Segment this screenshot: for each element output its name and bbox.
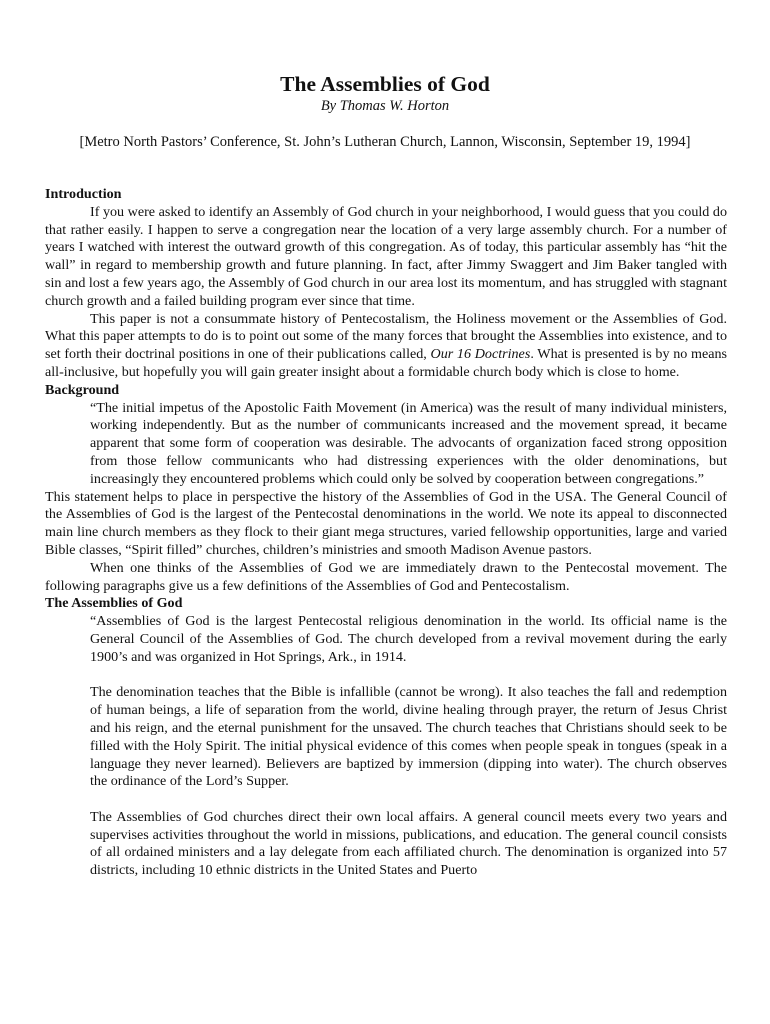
- conference-line: [Metro North Pastors’ Conference, St. John’s Lutheran Church, Lannon, Wisconsin, September 19, 1994]: [79, 134, 691, 150]
- document-body: [45, 186, 727, 880]
- document-title: The Assemblies of God: [280, 72, 490, 96]
- intro-paragraph-1: If you were asked to identify an Assembly of God church in your neighborhood, I would guess that you could do that rather easily. I happen to serve a congregation near the location of a very large assembly church. For a number of years I watched with interest the outward growth of this congregation. As of today, this particular assembly has “hit the wall” in regard to membership growth and future planning. In fact, after Jimmy Swaggert and Jim Baker tangled with sin and lost a few years ago, the Assembly of God church in our area lost its momentum, and has struggled with stagnant church growth and a failed building program ever since that time.: [45, 203, 727, 309]
- paragraph-gap: [45, 791, 727, 809]
- intro-paragraph-2: [45, 311, 727, 382]
- paragraph-gap: [45, 667, 727, 685]
- background-paragraph-1: This statement helps to place in perspective the history of the Assemblies of God in the USA. The General Council of the Assemblies of God is the largest of the Pentecostal denominations in the world. We note its appeal to disconnected main line church members as they flock to their giant mega structures, varied fellowship opportunities, large and varied Bible classes, “Spirit filled” churches, children’s ministries and smooth Madison Avenue pastors.: [45, 488, 727, 558]
- author-byline: By Thomas W. Horton: [320, 98, 450, 114]
- aog-quote-3: The Assemblies of God churches direct their own local affairs. A general council meets every two years and supervises activities throughout the world in missions, publications, and education. The general council consists of all ordained ministers and a lay delegate from each affiliated church. The denomination is organized into 57 districts, including 10 ethnic districts in the United States and Puerto: [90, 808, 727, 879]
- heading-introduction: Introduction: [45, 186, 122, 202]
- aog-quote-1: “Assemblies of God is the largest Pentecostal religious denomination in the world. Its official name is the General Council of the Assemblies of God. The church developed from a revival movement during the early 1900’s and was organized in Hot Springs, Ark., in 1914.: [90, 613, 727, 665]
- intro-p2-text-a: This paper is not a consummate history of Pentecostalism, the Holiness movement or the Assemblies of God. What this paper attempts to do is to point out some of the many forces that brought the Assemblies into existence, and to set forth their doctrinal positions in one of their publications called,: [45, 310, 727, 363]
- background-quote: “The initial impetus of the Apostolic Faith Movement (in America) was the result of many individual ministers, working independently. But as the number of communicants increased and the movement spread, it became apparent that some form of cooperation was desirable. The advocants of organization faced strong opposition from those fellow communicants who had distressing experiences with the older denominations, but increasingly they encountered problems which could only be solved by cooperation between congregations.”: [90, 399, 727, 487]
- doctrines-title: Our 16 Doctrines: [430, 346, 531, 363]
- intro-p2-text-b: . What is presented is by no means all-inclusive, but hopefully you will gain greater insight about a formidable church body which is close to home.: [45, 346, 727, 380]
- background-paragraph-2: When one thinks of the Assemblies of God we are immediately drawn to the Pentecostal movement. The following paragraphs give us a few definitions of the Assemblies of God and Pentecostalism.: [45, 559, 727, 594]
- aog-quote-2: The denomination teaches that the Bible is infallible (cannot be wrong). It also teaches the fall and redemption of human beings, a life of separation from the world, divine healing through prayer, the return of Jesus Christ and his reign, and the eternal punishment for the unsaved. The church teaches that Christians should seek to be filled with the Holy Spirit. The initial physical evidence of this comes when people speak in tongues (speak in a language they never learned). Believers are baptized by immersion (dipping into water). The church observes the ordinance of the Lord’s Supper.: [90, 684, 727, 790]
- heading-background: Background: [45, 381, 120, 398]
- heading-assemblies-of-god: The Assemblies of God: [45, 595, 183, 612]
